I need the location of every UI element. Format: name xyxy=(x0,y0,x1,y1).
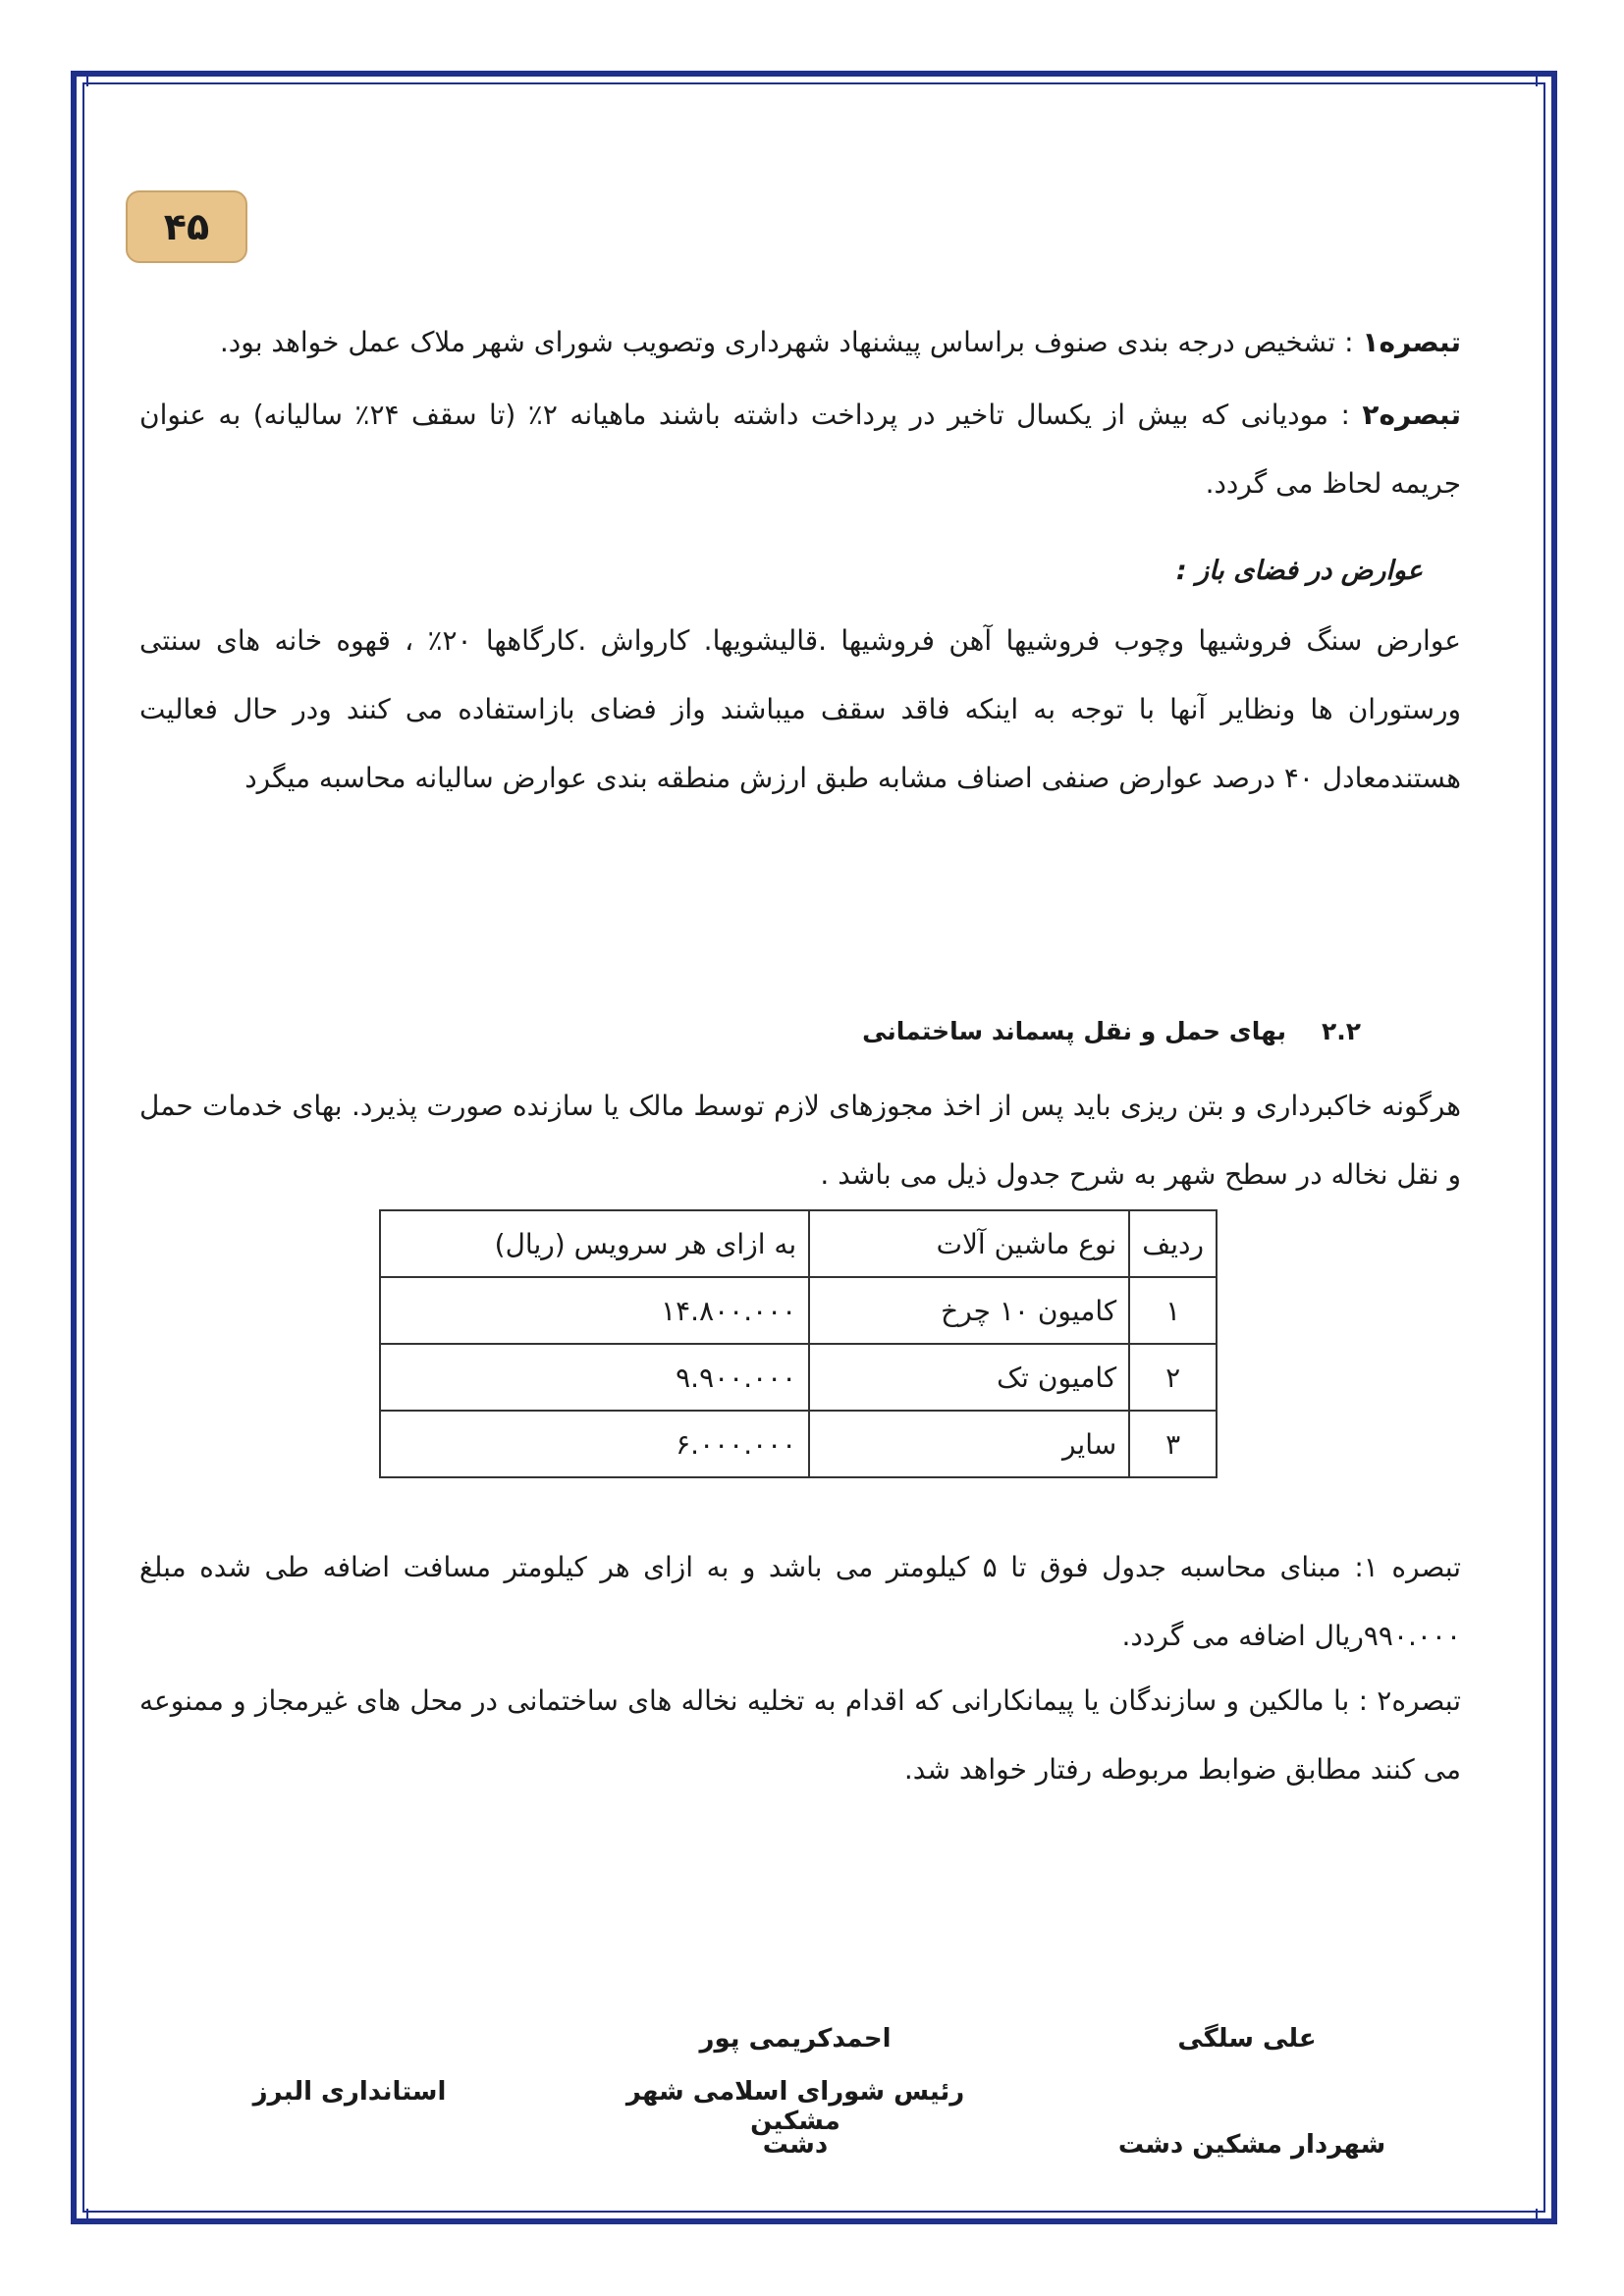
note-2 xyxy=(139,381,1461,518)
open-space-body: عوارض سنگ فروشیها وچوب فروشیها آهن فروشیها .قالیشویها. کارواش .کارگاهها ۲۰٪ ، قهوه خانه های سنتی ورستوران ها ونظایر آنها با توجه به اینکه فاقد سقف میباشند واز فضای بازاستفاده می کنند ودر حال فعالیت هستندمعادل ۴۰ درصد عوارض صنفی اصناف مشابه طبق ارزش منطقه بندی عوارض سالیانه محاسبه میگرد xyxy=(139,624,1461,794)
section-title: بهای حمل و نقل پسماند ساختمانی xyxy=(862,1017,1286,1045)
header-price: به ازای هر سرویس (ریال) xyxy=(380,1210,809,1277)
machine-type: کامیون تک xyxy=(809,1344,1129,1411)
row-number: ۲ xyxy=(1129,1344,1217,1411)
section-intro: هرگونه خاکبرداری و بتن ریزی باید پس از اخذ مجوزهای لازم توسط مالک یا سازنده صورت پذیرد. بهای خدمات حمل و نقل نخاله در سطح شهر به شرح جدول ذیل می باشد . xyxy=(139,1090,1461,1191)
council-head-name: احمدکریمی پور xyxy=(699,2024,892,2054)
note-1 xyxy=(139,308,1461,377)
section-number: ۲.۲ xyxy=(1321,1017,1361,1045)
header-machine-type: نوع ماشین آلات xyxy=(809,1210,1129,1277)
council-head-title-cont: دشت xyxy=(762,2130,829,2160)
mayor-title: شهردار مشکین دشت xyxy=(1117,2130,1386,2160)
transport-fees-table xyxy=(379,1209,1218,1478)
row-number: ۳ xyxy=(1129,1411,1217,1477)
table-row xyxy=(380,1277,1217,1344)
note-1-label: تبصره۱ xyxy=(1362,326,1461,358)
note-2-text: : مودیانی که بیش از یکسال تاخیر در پرداخت داشته باشند ماهیانه ۲٪ (تا سقف ۲۴٪ سالیانه) به عنوان جریمه لحاظ می گردد. xyxy=(139,399,1461,500)
table-note-1: تبصره ۱: مبنای محاسبه جدول فوق تا ۵ کیلومتر می باشد و به ازای هر کیلومتر مسافت اضافه طی شده مبلغ ۹۹۰.۰۰۰ریال اضافه می گردد. xyxy=(139,1551,1461,1652)
section-heading xyxy=(862,1017,1361,1045)
border-ornament xyxy=(86,2209,88,2224)
note-2-label: تبصره۲ xyxy=(1362,399,1461,431)
table-note-2: تبصره۲ : با مالکین و سازندگان یا پیمانکارانی که اقدام به تخلیه نخاله های ساختمانی در محل های غیرمجاز و ممنوعه می کنند مطابق ضوابط مربوطه رفتار خواهد شد. xyxy=(139,1684,1461,1786)
border-ornament xyxy=(1536,2209,1538,2224)
header-row-number: ردیف xyxy=(1129,1210,1217,1277)
row-number: ۱ xyxy=(1129,1277,1217,1344)
border-ornament xyxy=(86,71,88,86)
table-header-row xyxy=(380,1210,1217,1277)
price: ۹.۹۰۰.۰۰۰ xyxy=(380,1344,809,1411)
table-row xyxy=(380,1411,1217,1477)
council-head-title: رئیس شورای اسلامی شهر مشکین xyxy=(625,2077,965,2136)
machine-type: کامیون ۱۰ چرخ xyxy=(809,1277,1129,1344)
open-space-heading: عوارض در فضای باز : xyxy=(1175,556,1423,586)
mayor-name: علی سلگی xyxy=(1177,2024,1317,2054)
machine-type: سایر xyxy=(809,1411,1129,1477)
price: ۶.۰۰۰.۰۰۰ xyxy=(380,1411,809,1477)
note-1-text: : تشخیص درجه بندی صنوف براساس پیشنهاد شهرداری وتصویب شورای شهر ملاک عمل خواهد بود. xyxy=(219,326,1363,358)
page-number: ۴۵ xyxy=(163,205,210,248)
page-number-badge xyxy=(126,190,247,263)
price: ۱۴.۸۰۰.۰۰۰ xyxy=(380,1277,809,1344)
border-ornament xyxy=(1536,71,1538,86)
table-row xyxy=(380,1344,1217,1411)
governorate: استانداری البرز xyxy=(252,2077,447,2107)
